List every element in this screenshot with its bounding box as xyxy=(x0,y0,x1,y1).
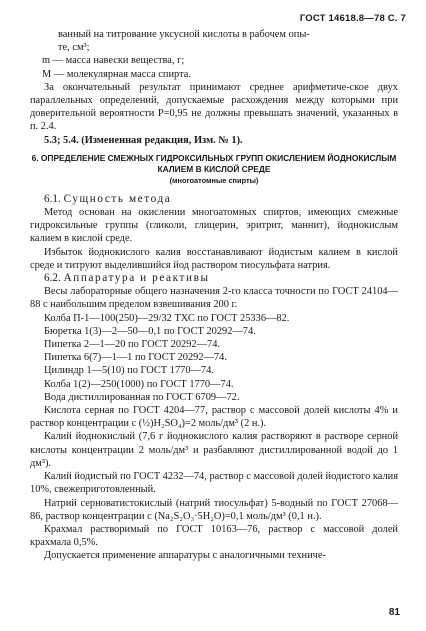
subsection-number: 6.2. xyxy=(44,272,61,285)
reagent-item: Вода дистиллированная по ГОСТ 6709—72. xyxy=(44,391,240,403)
paragraph: Метод основан на окислении многоатомных спиртов, имеющих смежные гидроксильные группы (гликоли, глицерин, эритрит, маннит), йоднокислым калием в кислой среде. xyxy=(30,207,398,245)
paragraph: m — масса навески вещества, г; xyxy=(42,55,185,67)
paragraph: ванный на титрование уксусной кислоты в рабочем опы- xyxy=(58,29,310,40)
amendment-note: 5.3; 5.4. (Измененная редакция, Изм. № 1). xyxy=(44,134,243,146)
reagent-item: Калий йоднокислый (7,6 г йоднокислого калия растворяют в растворе серной кислоты концентрации 2 моль/дм³ и разбавляют дистиллированной водой до 1 дм³). xyxy=(30,431,398,469)
paragraph: За окончательный результат принимают среднее арифметиче-ское двух параллельных определений, допускаемые расхождения между которыми при доверительной вероятности P=0,95 не должны превышать значений, указанных в п. 2.4. xyxy=(30,81,398,133)
subsection-heading xyxy=(30,272,398,285)
paragraph: те, см³; xyxy=(58,42,90,54)
subsection-title: Сущность метода xyxy=(63,192,172,205)
reagent-item: Натрий серноватистокислый (натрий тиосульфат) 5-водный по ГОСТ 27068—86, раствор концентрации c (Na₂S₂O₃·5H₂O)=0,1 моль/дм³ (0,1 н.). xyxy=(30,497,398,522)
reagent-item: Калий йодистый по ГОСТ 4232—74, раствор с массовой долей йодистого калия 10%, свежеприготовленный. xyxy=(30,471,398,496)
reagent-item: Колба П-1—100(250)—29/32 ТХС по ГОСТ 25336—82. xyxy=(44,312,290,324)
subsection-heading xyxy=(30,193,398,206)
reagent-item: Пипетка 2—1—20 по ГОСТ 20292—74. xyxy=(44,339,221,351)
reagent-item: Бюретка 1(3)—2—50—0,1 по ГОСТ 20292—74. xyxy=(44,325,256,337)
reagent-item: Цилиндр 1—5(10) по ГОСТ 1770—74. xyxy=(44,365,214,377)
reagent-item: Весы лабораторные общего назначения 2-го класса точности по ГОСТ 24104—88 с наибольшим пределом взвешивания 200 г. xyxy=(30,286,398,311)
paragraph: M — молекулярная масса спирта. xyxy=(42,68,191,80)
reagent-item: Крахмал растворимый по ГОСТ 10163—76, раствор с массовой долей крахмала 0,5%. xyxy=(30,523,398,549)
page-header: ГОСТ 14618.8—78 С. 7 xyxy=(299,13,406,24)
page-number: 81 xyxy=(388,606,400,618)
section-title: 6. ОПРЕДЕЛЕНИЕ СМЕЖНЫХ ГИДРОКСИЛЬНЫХ ГРУПП ОКИСЛЕНИЕМ ЙОДНОКИСЛЫМ КАЛИЕМ В КИСЛОЙ СРЕДЕ xyxy=(31,152,397,174)
reagent-item: Колба 1(2)—250(1000) по ГОСТ 1770—74. xyxy=(44,378,234,390)
reagent-item: Кислота серная по ГОСТ 4204—77, раствор с массовой долей кислоты 4% и раствор концентрации c (½)H₂SO₄)=2 моль/дм³ (2 н.). xyxy=(30,405,398,430)
reagent-item: Допускается применение аппаратуры с аналогичными техниче- xyxy=(44,550,326,562)
section-subtitle: (многоатомные спирты) xyxy=(169,175,259,185)
document-body xyxy=(30,28,398,563)
paragraph: Избыток йоднокислого калия восстанавливают йодистым калием в кислой среде и титруют выделившийся йод раствором тиосульфата натрия. xyxy=(30,246,398,271)
reagent-item: Пипетка 6(7)—1—1 по ГОСТ 20292—74. xyxy=(44,352,227,364)
subsection-title: Аппаратура и реактивы xyxy=(63,272,210,285)
subsection-number: 6.1. xyxy=(44,192,61,205)
